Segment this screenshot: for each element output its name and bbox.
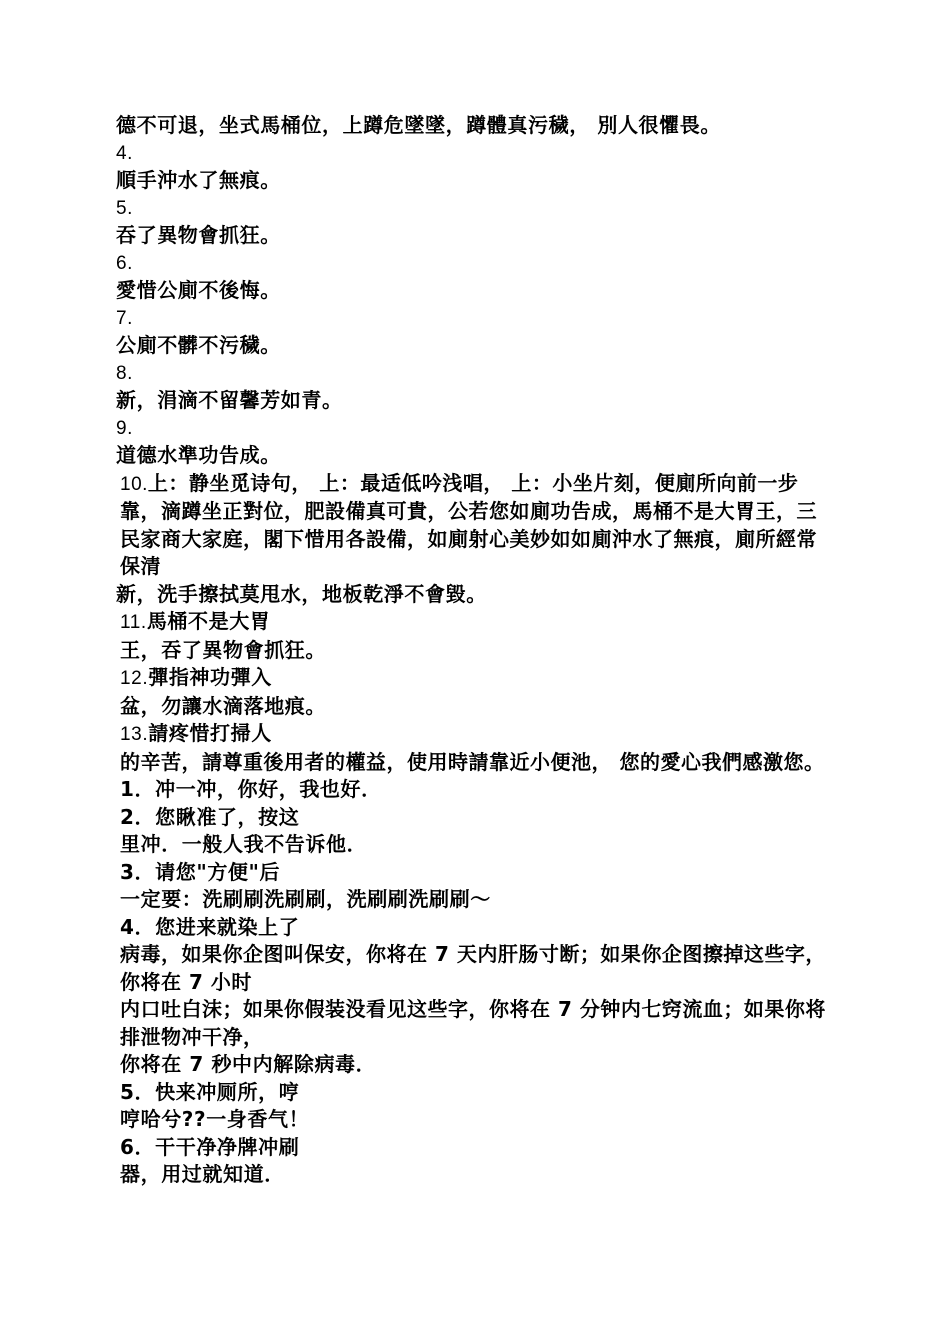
text-line: 你将在 7 秒中内解除病毒． — [120, 1052, 377, 1076]
text-line: 一定要：洗刷刷洗刷刷，洗刷刷洗刷刷～ — [120, 887, 491, 911]
paragraph-11 — [116, 608, 836, 637]
paragraph-12 — [116, 664, 836, 693]
item-number: 9. — [116, 417, 134, 439]
text-line: 4．您进来就染上了 — [120, 914, 300, 939]
item-number: 5. — [116, 197, 134, 219]
paragraph-text: 上：静坐觅诗句， 上：最适低吟浅唱， 上：小坐片刻，便廁所向前一步靠，滴蹲坐正對位，肥設備真可貴，公若您如廁功告成，馬桶不是大胃王，三民家商大家庭，閣下惜用各設備，如廁射心美妙如如廁沖水了無痕，廁所經常保清 — [120, 470, 817, 578]
text-line: 里冲．一般人我不告诉他． — [120, 832, 368, 856]
paragraph-13 — [116, 720, 836, 749]
text-line: 内口吐白沫；如果你假装没看见这些字，你将在 7 分钟内七窍流血；如果你将排泄物冲干净， — [120, 997, 826, 1049]
paragraph-text: 請疼惜打掃人 — [148, 721, 272, 745]
text-line: 的辛苦，請尊重後用者的權益，使用時請靠近小便池， 您的愛心我們感激您。 — [120, 749, 825, 774]
text-line: 新，涓滴不留馨芳如青。 — [116, 388, 343, 412]
text-line: 盆，勿讓水滴落地痕。 — [120, 693, 326, 718]
text-line: 王，吞了異物會抓狂。 — [120, 637, 326, 662]
text-line: 5．快来冲厕所，哼 — [120, 1079, 300, 1104]
paragraph-text: 彈指神功彈入 — [148, 665, 272, 689]
item-number: 10. — [120, 473, 148, 495]
item-number: 6. — [116, 252, 134, 274]
text-line: 順手沖水了無痕。 — [116, 168, 281, 192]
item-number: 4. — [116, 142, 134, 164]
paragraph-text: 馬桶不是大胃 — [146, 609, 271, 633]
text-line: 病毒，如果你企图叫保安，你将在 7 天内肝肠寸断；如果你企图擦掉这些字，你将在 7 小时 — [120, 942, 826, 994]
item-number: 12. — [120, 668, 149, 689]
text-line: 德不可退，坐式馬桶位，上蹲危墜墜，蹲體真污穢， 別人很懼畏。 — [116, 113, 721, 137]
item-number: 11. — [120, 612, 147, 633]
item-number: 8. — [116, 362, 134, 384]
text-line: 哼哈兮??一身香气！ — [120, 1107, 310, 1131]
paragraph-10 — [116, 470, 836, 581]
text-line: 吞了異物會抓狂。 — [116, 223, 281, 247]
text-line: 新，洗手擦拭莫甩水，地板乾淨不會毀。 — [116, 581, 487, 606]
text-line: 6．干干净净牌冲刷 — [120, 1134, 300, 1159]
text-line: 公廁不髒不污穢。 — [116, 333, 281, 357]
item-number: 7. — [116, 307, 134, 329]
document-body — [116, 112, 836, 1189]
text-line: 愛惜公廁不後悔。 — [116, 278, 281, 302]
item-number: 13. — [120, 724, 149, 745]
text-line: 器，用过就知道． — [120, 1162, 285, 1186]
text-line: 3．请您"方便"后 — [120, 859, 281, 884]
text-line: 2．您瞅准了，按这 — [120, 804, 300, 829]
text-line: 道德水準功告成。 — [116, 443, 281, 467]
text-line: 1．冲一冲，你好，我也好． — [120, 777, 382, 801]
